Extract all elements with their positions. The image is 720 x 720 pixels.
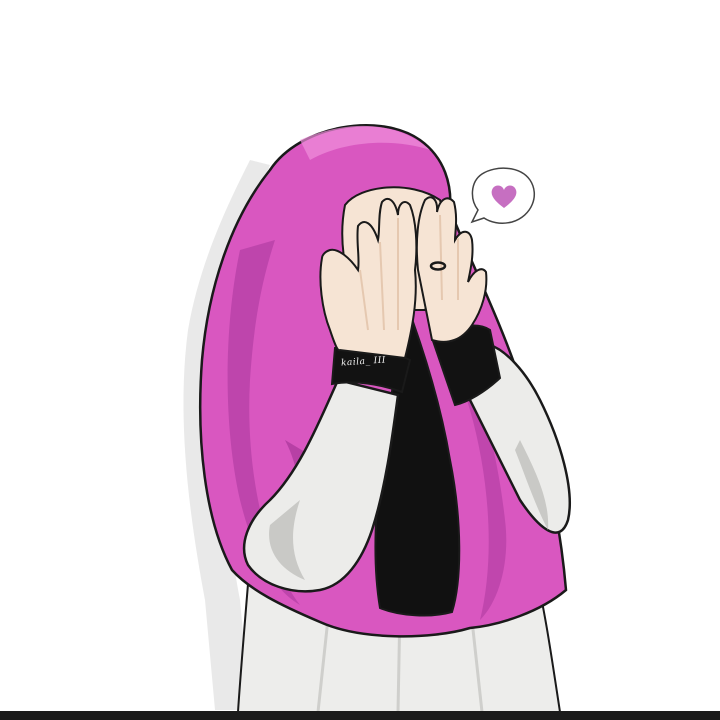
heart-speech-bubble-icon — [472, 168, 534, 223]
bottom-border — [0, 711, 720, 720]
artist-signature: kaila_ III — [340, 355, 387, 369]
